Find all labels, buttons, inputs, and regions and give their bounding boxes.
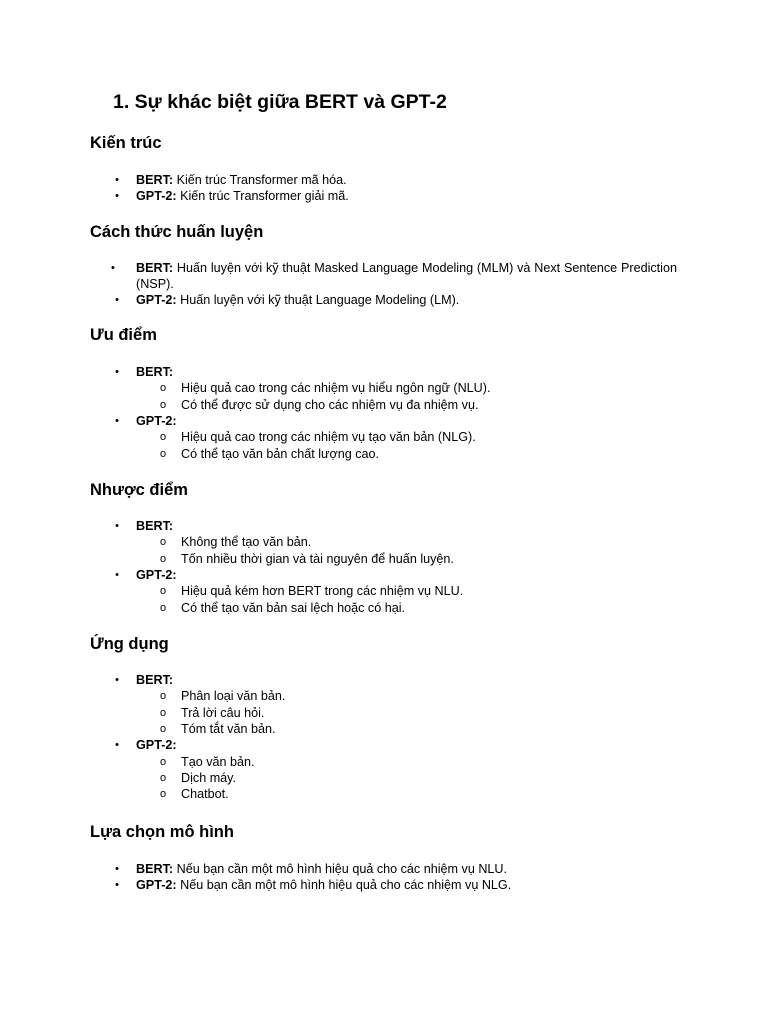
item-label: BERT: bbox=[136, 673, 174, 687]
list-disadvantages bbox=[0, 518, 768, 616]
circle-bullet-icon: o bbox=[159, 552, 167, 565]
circle-bullet-icon: o bbox=[159, 382, 167, 395]
sub-list-item bbox=[0, 551, 768, 567]
sub-item-text: Dịch máy. bbox=[181, 771, 237, 786]
list-item bbox=[0, 877, 768, 893]
sub-item-text: Phân loại văn bản. bbox=[181, 689, 286, 704]
bullet-icon: • bbox=[115, 739, 119, 752]
heading-advantages: Ưu điểm bbox=[90, 326, 157, 344]
sub-item-text: Có thể tạo văn bản chất lượng cao. bbox=[181, 446, 380, 461]
list-item bbox=[0, 737, 768, 753]
item-text: Huấn luyện với kỹ thuật Language Modeling (LM). bbox=[176, 293, 460, 308]
item-label: GPT-2: bbox=[136, 293, 177, 308]
item-label: BERT: bbox=[136, 365, 174, 379]
list-item bbox=[0, 518, 768, 534]
bullet-icon: • bbox=[111, 262, 115, 274]
list-item bbox=[0, 672, 768, 688]
item-label: GPT-2: bbox=[136, 568, 177, 583]
bullet-icon: • bbox=[115, 174, 119, 186]
list-item bbox=[0, 172, 768, 188]
list-item bbox=[0, 861, 768, 877]
list-applications bbox=[0, 672, 768, 803]
sub-item-text: Tốn nhiều thời gian và tài nguyên để huấn luyện. bbox=[181, 551, 454, 566]
circle-bullet-icon: o bbox=[159, 755, 167, 768]
list-item bbox=[0, 292, 768, 308]
bullet-icon: • bbox=[115, 569, 119, 582]
sub-list-item bbox=[0, 721, 768, 737]
circle-bullet-icon: o bbox=[159, 398, 167, 411]
sub-list-item bbox=[0, 583, 768, 599]
sub-item-text: Có thể được sử dụng cho các nhiệm vụ đa nhiệm vụ. bbox=[181, 397, 479, 412]
item-label: BERT: bbox=[136, 173, 174, 187]
list-selection bbox=[0, 861, 768, 893]
bullet-icon: • bbox=[115, 520, 119, 532]
sub-item-text: Hiệu quả cao trong các nhiệm vụ hiểu ngôn ngữ (NLU). bbox=[181, 381, 491, 396]
sub-list-item bbox=[0, 770, 768, 786]
bullet-icon: • bbox=[115, 294, 119, 307]
sub-list-item bbox=[0, 397, 768, 413]
circle-bullet-icon: o bbox=[159, 536, 167, 549]
heading-applications: Ứng dụng bbox=[90, 635, 169, 653]
circle-bullet-icon: o bbox=[159, 690, 167, 703]
heading-selection: Lựa chọn mô hình bbox=[90, 823, 234, 841]
bullet-icon: • bbox=[115, 190, 119, 203]
bullet-icon: • bbox=[115, 415, 119, 428]
sub-item-text: Trả lời câu hỏi. bbox=[181, 705, 265, 720]
sub-list-item bbox=[0, 754, 768, 770]
list-training bbox=[0, 260, 768, 309]
item-label: GPT-2: bbox=[136, 189, 177, 204]
list-item bbox=[0, 364, 768, 380]
list-item bbox=[0, 567, 768, 583]
bullet-icon: • bbox=[115, 863, 119, 875]
bullet-icon: • bbox=[115, 366, 119, 378]
bullet-icon: • bbox=[115, 879, 119, 892]
sub-item-text: Tóm tắt văn bản. bbox=[181, 722, 276, 737]
circle-bullet-icon: o bbox=[159, 585, 167, 598]
item-label: BERT: bbox=[136, 519, 174, 533]
circle-bullet-icon: o bbox=[159, 447, 167, 460]
item-text: Nếu bạn cần một mô hình hiệu quả cho các nhiệm vụ NLG. bbox=[176, 878, 512, 893]
sub-list-item bbox=[0, 705, 768, 721]
circle-bullet-icon: o bbox=[159, 706, 167, 719]
item-label: GPT-2: bbox=[136, 414, 177, 429]
sub-item-text: Hiệu quả kém hơn BERT trong các nhiệm vụ NLU. bbox=[181, 584, 464, 599]
sub-item-text: Chatbot. bbox=[181, 787, 229, 802]
item-text: Kiến trúc Transformer giải mã. bbox=[176, 189, 349, 204]
sub-list-item bbox=[0, 429, 768, 445]
list-item bbox=[0, 260, 768, 292]
item-label: BERT: bbox=[136, 261, 174, 275]
circle-bullet-icon: o bbox=[159, 788, 167, 801]
item-label: BERT: bbox=[136, 862, 174, 876]
sub-list-item bbox=[0, 446, 768, 462]
circle-bullet-icon: o bbox=[159, 772, 167, 785]
sub-item-text: Có thể tạo văn bản sai lệch hoặc có hại. bbox=[181, 600, 406, 615]
heading-training: Cách thức huấn luyện bbox=[90, 223, 264, 241]
page-title: 1. Sự khác biệt giữa BERT và GPT-2 bbox=[113, 91, 447, 113]
item-text: Huấn luyện với kỹ thuật Masked Language Modeling (MLM) và Next Sentence Prediction (NSP). bbox=[136, 261, 677, 292]
list-advantages bbox=[0, 364, 768, 462]
sub-list-item bbox=[0, 786, 768, 802]
sub-list-item bbox=[0, 600, 768, 616]
sub-item-text: Tạo văn bản. bbox=[181, 754, 255, 769]
sub-item-text: Không thể tạo văn bản. bbox=[181, 535, 312, 550]
bullet-icon: • bbox=[115, 674, 119, 686]
list-architecture bbox=[0, 172, 768, 204]
sub-list-item bbox=[0, 380, 768, 396]
circle-bullet-icon: o bbox=[159, 723, 167, 736]
heading-architecture: Kiến trúc bbox=[90, 134, 162, 152]
sub-list-item bbox=[0, 688, 768, 704]
item-label: GPT-2: bbox=[136, 738, 177, 753]
sub-item-text: Hiệu quả cao trong các nhiệm vụ tạo văn bản (NLG). bbox=[181, 430, 476, 445]
list-item bbox=[0, 188, 768, 204]
circle-bullet-icon: o bbox=[159, 601, 167, 614]
heading-disadvantages: Nhược điểm bbox=[90, 481, 188, 499]
circle-bullet-icon: o bbox=[159, 431, 167, 444]
item-text: Kiến trúc Transformer mã hóa. bbox=[173, 173, 347, 187]
item-text: Nếu bạn cần một mô hình hiệu quả cho các nhiệm vụ NLU. bbox=[173, 862, 508, 876]
sub-list-item bbox=[0, 534, 768, 550]
item-label: GPT-2: bbox=[136, 878, 177, 893]
list-item bbox=[0, 413, 768, 429]
